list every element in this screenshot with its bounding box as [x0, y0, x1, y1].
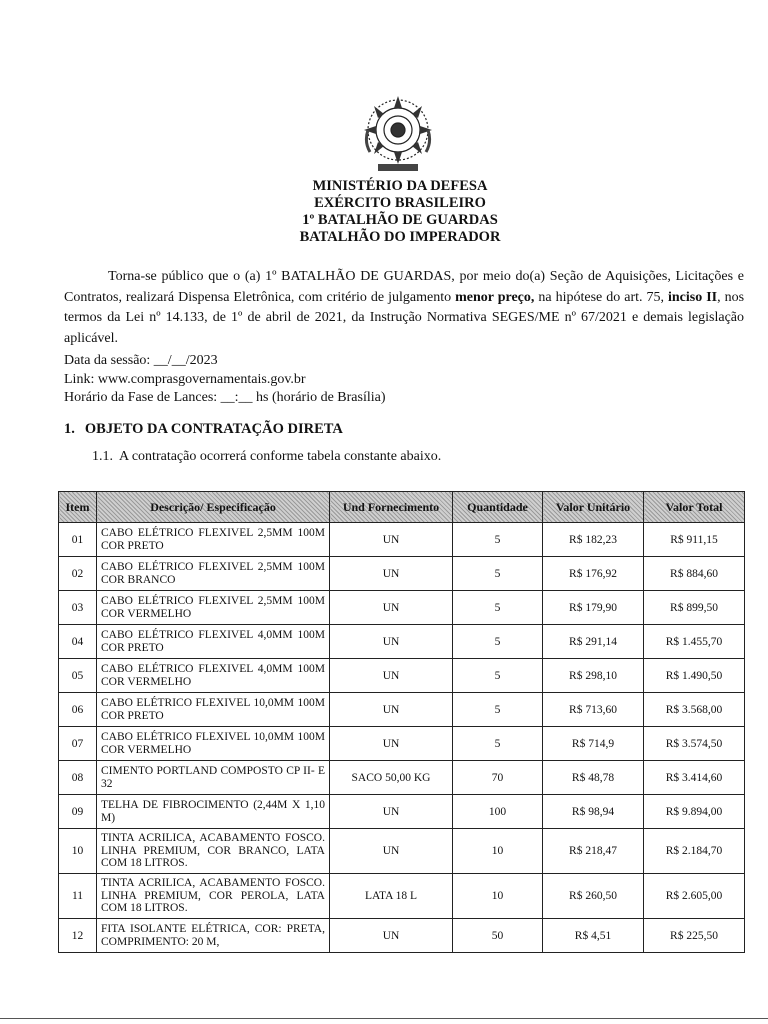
cell-unit-price: R$ 176,92 [543, 557, 644, 591]
cell-total: R$ 225,50 [644, 919, 745, 953]
cell-unit-price: R$ 98,94 [543, 795, 644, 829]
cell-unit: UN [330, 625, 453, 659]
cell-unit-price: R$ 713,60 [543, 693, 644, 727]
cell-unit-price: R$ 714,9 [543, 727, 644, 761]
cell-total: R$ 884,60 [644, 557, 745, 591]
cell-quantity: 5 [453, 591, 543, 625]
cell-unit-price: R$ 298,10 [543, 659, 644, 693]
cell-item: 05 [59, 659, 97, 693]
cell-item: 04 [59, 625, 97, 659]
cell-unit: UN [330, 523, 453, 557]
table-row [59, 557, 745, 591]
table-header-row [59, 492, 745, 523]
inciso-bold: inciso II [668, 289, 718, 305]
cell-total: R$ 1.490,50 [644, 659, 745, 693]
page-bottom-edge [0, 1018, 768, 1019]
cell-quantity: 5 [453, 625, 543, 659]
cell-item: 06 [59, 693, 97, 727]
cell-item: 02 [59, 557, 97, 591]
cell-unit-price: R$ 182,23 [543, 523, 644, 557]
session-link: Link: www.comprasgovernamentais.gov.br [64, 371, 306, 387]
table-row [59, 693, 745, 727]
cell-description: TINTA ACRILICA, ACABAMENTO FOSCO. LINHA PREMIUM, COR PEROLA, LATA COM 18 LITROS. [97, 874, 330, 919]
cell-description: CABO ELÉTRICO FLEXIVEL 2,5MM 100M COR BRANCO [97, 557, 330, 591]
table-row [59, 874, 745, 919]
cell-item: 10 [59, 829, 97, 874]
cell-description: CABO ELÉTRICO FLEXIVEL 4,0MM 100M COR PRETO [97, 625, 330, 659]
coat-of-arms-icon [356, 92, 440, 176]
criteria-bold: menor preço, [455, 289, 535, 305]
cell-total: R$ 2.605,00 [644, 874, 745, 919]
cell-unit: UN [330, 591, 453, 625]
cell-quantity: 5 [453, 659, 543, 693]
cell-quantity: 100 [453, 795, 543, 829]
table-row [59, 659, 745, 693]
cell-description: TINTA ACRILICA, ACABAMENTO FOSCO. LINHA PREMIUM, COR BRANCO, LATA COM 18 LITROS. [97, 829, 330, 874]
session-time: Horário da Fase de Lances: __:__ hs (horário de Brasília) [64, 390, 386, 405]
cell-quantity: 5 [453, 557, 543, 591]
cell-unit-price: R$ 291,14 [543, 625, 644, 659]
cell-item: 08 [59, 761, 97, 795]
cell-unit: UN [330, 795, 453, 829]
cell-description: CABO ELÉTRICO FLEXIVEL 10,0MM 100M COR VERMELHO [97, 727, 330, 761]
session-date: Data da sessão: __/__/2023 [64, 353, 218, 368]
cell-quantity: 5 [453, 693, 543, 727]
cell-unit: UN [330, 829, 453, 874]
cell-total: R$ 9.894,00 [644, 795, 745, 829]
cell-quantity: 5 [453, 523, 543, 557]
table-row [59, 829, 745, 874]
cell-item: 01 [59, 523, 97, 557]
cell-item: 07 [59, 727, 97, 761]
cell-total: R$ 1.455,70 [644, 625, 745, 659]
cell-description: CABO ELÉTRICO FLEXIVEL 2,5MM 100M COR PRETO [97, 523, 330, 557]
table-row [59, 761, 745, 795]
cell-description: CIMENTO PORTLAND COMPOSTO CP II- E 32 [97, 761, 330, 795]
session-info [64, 352, 386, 408]
cell-total: R$ 3.568,00 [644, 693, 745, 727]
table-row [59, 591, 745, 625]
cell-quantity: 50 [453, 919, 543, 953]
cell-unit: UN [330, 919, 453, 953]
cell-unit: UN [330, 659, 453, 693]
cell-quantity: 10 [453, 874, 543, 919]
cell-item: 03 [59, 591, 97, 625]
subsection-text: 1.1. A contratação ocorrerá conforme tabela constante abaixo. [92, 449, 442, 464]
table-row [59, 727, 745, 761]
items-table [58, 491, 745, 953]
cell-description: TELHA DE FIBROCIMENTO (2,44M X 1,10 M) [97, 795, 330, 829]
cell-total: R$ 911,15 [644, 523, 745, 557]
document-header [0, 178, 768, 246]
cell-total: R$ 3.574,50 [644, 727, 745, 761]
cell-description: CABO ELÉTRICO FLEXIVEL 10,0MM 100M COR PRETO [97, 693, 330, 727]
cell-quantity: 10 [453, 829, 543, 874]
table-row [59, 919, 745, 953]
cell-unit-price: R$ 4,51 [543, 919, 644, 953]
col-unit: Und Fornecimento [330, 492, 453, 523]
intro-paragraph: Torna-se público que o (a) 1º BATALHÃO DE GUARDAS, por meio do(a) Seção de Aquisições, Licitações e Contratos, realizará Dispensa Eletrônica, com critério de julgamento menor preço, na hipótese do art. 75, inciso II, nos termos da Lei nº 14.133, de 1º de abril de 2021, da Instrução Normativa SEGES/ME nº 67/2021 e demais legislação aplicável. [64, 269, 745, 346]
cell-item: 09 [59, 795, 97, 829]
cell-item: 11 [59, 874, 97, 919]
cell-unit-price: R$ 218,47 [543, 829, 644, 874]
section-heading: 1. OBJETO DA CONTRATAÇÃO DIRETA [64, 421, 343, 437]
ministry-title: MINISTÉRIO DA DEFESA [312, 178, 488, 194]
col-item: Item [59, 492, 97, 523]
cell-unit: SACO 50,00 KG [330, 761, 453, 795]
table-row [59, 523, 745, 557]
cell-unit: UN [330, 693, 453, 727]
cell-quantity: 70 [453, 761, 543, 795]
cell-total: R$ 3.414,60 [644, 761, 745, 795]
army-title: EXÉRCITO BRASILEIRO [314, 195, 486, 211]
cell-unit-price: R$ 179,90 [543, 591, 644, 625]
cell-total: R$ 899,50 [644, 591, 745, 625]
col-quantity: Quantidade [453, 492, 543, 523]
battalion-title: 1º BATALHÃO DE GUARDAS [302, 212, 498, 228]
cell-description: CABO ELÉTRICO FLEXIVEL 2,5MM 100M COR VERMELHO [97, 591, 330, 625]
cell-unit: LATA 18 L [330, 874, 453, 919]
col-total: Valor Total [644, 492, 745, 523]
col-description: Descrição/ Especificação [97, 492, 330, 523]
cell-unit-price: R$ 260,50 [543, 874, 644, 919]
cell-description: CABO ELÉTRICO FLEXIVEL 4,0MM 100M COR VERMELHO [97, 659, 330, 693]
table-row [59, 625, 745, 659]
cell-item: 12 [59, 919, 97, 953]
col-unit-price: Valor Unitário [543, 492, 644, 523]
cell-unit: UN [330, 727, 453, 761]
battalion-subtitle: BATALHÃO DO IMPERADOR [299, 229, 501, 245]
cell-unit: UN [330, 557, 453, 591]
table-row [59, 795, 745, 829]
cell-quantity: 5 [453, 727, 543, 761]
cell-description: FITA ISOLANTE ELÉTRICA, COR: PRETA, COMPRIMENTO: 20 M, [97, 919, 330, 953]
cell-unit-price: R$ 48,78 [543, 761, 644, 795]
cell-total: R$ 2.184,70 [644, 829, 745, 874]
